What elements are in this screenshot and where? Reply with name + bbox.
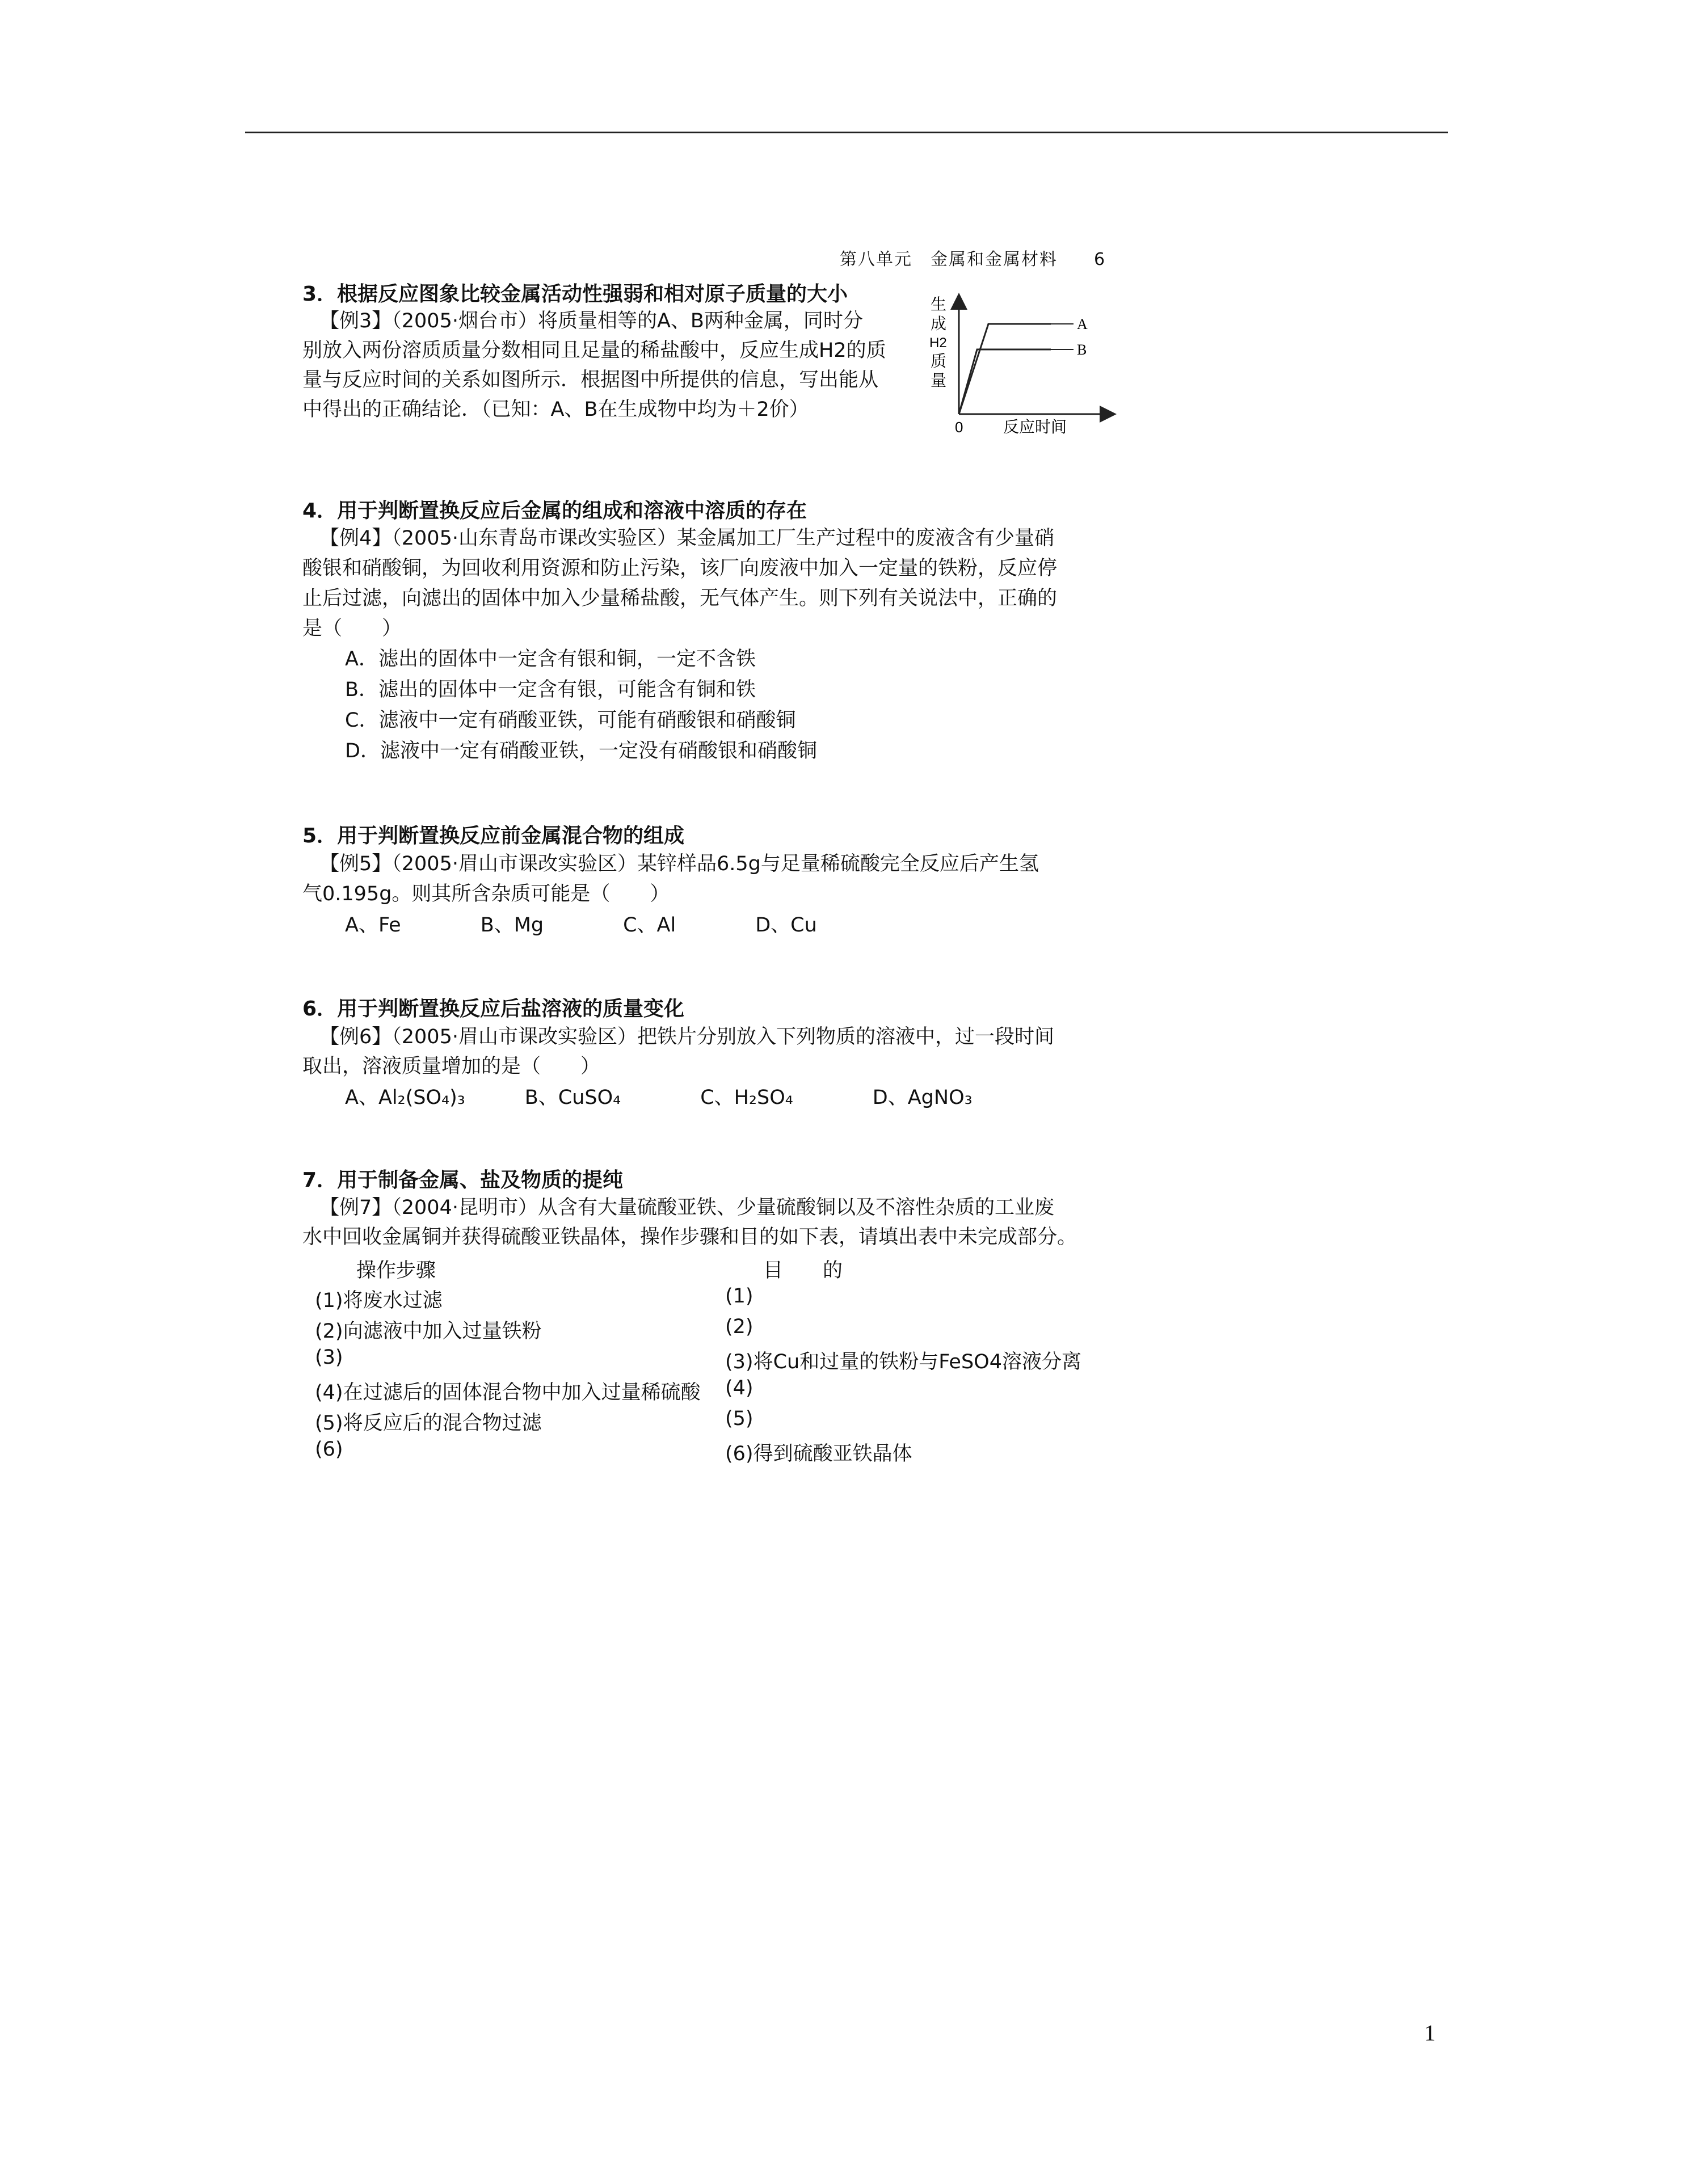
section-5-title: 5．用于判断置换反应前金属混合物的组成 — [302, 824, 685, 848]
unit-header: 第八单元 金属和金属材料 6 — [840, 250, 1106, 269]
s3-line-2: 别放入两份溶质质量分数相同且足量的稀盐酸中，反应生成H2的质 — [302, 339, 886, 362]
x-axis-label: 反应时间 — [1003, 418, 1067, 436]
series-a-label: A — [1077, 316, 1088, 332]
s4-line-1: 【例4】（2005·山东青岛市课改实验区）某金属加工厂生产过程中的废液含有少量硝 — [319, 527, 1054, 550]
reaction-graph — [925, 288, 1121, 436]
s3-line-1: 【例3】（2005·烟台市）将质量相等的A、B两种金属，同时分 — [319, 310, 863, 332]
section-7-title: 7．用于制备金属、盐及物质的提纯 — [302, 1169, 624, 1192]
section-6-title: 6．用于判断置换反应后盐溶液的质量变化 — [302, 997, 685, 1021]
series-b-label: B — [1077, 341, 1087, 358]
y-axis-label-3: H2 — [929, 335, 947, 351]
series-b-line — [959, 349, 1051, 414]
table-row-1-step: (1)将废水过滤 — [315, 1289, 443, 1312]
table-row-1-purpose: (1) — [725, 1285, 754, 1308]
s7-line-2: 水中回收金属铜并获得硫酸亚铁晶体，操作步骤和目的如下表，请填出表中未完成部分。 — [302, 1226, 1077, 1249]
s6-line-2: 取出，溶液质量增加的是（ ） — [302, 1055, 601, 1078]
table-row-2-step: (2)向滤液中加入过量铁粉 — [315, 1320, 542, 1343]
s4-line-3: 止后过滤，向滤出的固体中加入少量稀盐酸，无气体产生。则下列有关说法中，正确的 — [302, 587, 1058, 610]
s4-option-b: B．滤出的固体中一定含有银，可能含有铜和铁 — [345, 678, 756, 701]
s4-option-d: D．滤液中一定有硝酸亚铁，一定没有硝酸银和硝酸铜 — [345, 740, 817, 762]
section-4-title: 4．用于判断置换反应后金属的组成和溶液中溶质的存在 — [302, 499, 807, 522]
header-rule — [245, 132, 1448, 133]
origin-label: 0 — [955, 419, 963, 436]
s7-line-1: 【例7】（2004·昆明市）从含有大量硫酸亚铁、少量硫酸铜以及不溶性杂质的工业废 — [319, 1196, 1054, 1219]
s3-line-3: 量与反应时间的关系如图所示．根据图中所提供的信息，写出能从 — [302, 369, 879, 391]
table-row-2-purpose: (2) — [725, 1316, 754, 1338]
s5-line-1: 【例5】（2005·眉山市课改实验区）某锌样品6.5g与足量稀硫酸完全反应后产生氢 — [319, 853, 1039, 875]
table-row-5-purpose: (5) — [725, 1407, 754, 1430]
table-row-4-step: (4)在过滤后的固体混合物中加入过量稀硫酸 — [315, 1381, 701, 1404]
y-axis-label-1: 生 — [931, 295, 947, 314]
s4-option-a: A．滤出的固体中一定含有银和铜，一定不含铁 — [345, 648, 756, 671]
y-axis-label-5: 量 — [931, 371, 947, 390]
s6-line-1: 【例6】（2005·眉山市课改实验区）把铁片分别放入下列物质的溶液中，过一段时间 — [319, 1026, 1054, 1048]
s4-line-2: 酸银和硝酸铜，为回收利用资源和防止污染，该厂向废液中加入一定量的铁粉，反应停 — [302, 557, 1058, 580]
y-axis-label-4: 质 — [931, 352, 947, 370]
table-head-steps: 操作步骤 — [356, 1259, 436, 1282]
table-row-6-purpose: (6)得到硫酸亚铁晶体 — [725, 1443, 912, 1465]
y-axis-label-2: 成 — [931, 314, 947, 333]
s4-line-4: 是（ ） — [302, 617, 402, 640]
table-row-3-step: (3) — [315, 1346, 343, 1369]
s5-line-2: 气0.195g。则其所含杂质可能是（ ） — [302, 883, 670, 905]
table-head-purpose: 目 的 — [763, 1259, 843, 1282]
table-row-6-step: (6) — [315, 1438, 343, 1461]
series-a-line — [959, 324, 1051, 414]
table-row-3-purpose: (3)将Cu和过量的铁粉与FeSO4溶液分离 — [725, 1351, 1081, 1373]
s3-line-4: 中得出的正确结论．（已知：A、B在生成物中均为＋2价） — [302, 398, 809, 421]
s6-options: A、Al₂(SO₄)₃ B、CuSO₄ C、H₂SO₄ D、AgNO₃ — [345, 1086, 973, 1109]
page-number: 1 — [1424, 2020, 1436, 2046]
table-row-4-purpose: (4) — [725, 1377, 754, 1399]
section-3-title: 3．根据反应图象比较金属活动性强弱和相对原子质量的大小 — [302, 283, 848, 306]
table-row-5-step: (5)将反应后的混合物过滤 — [315, 1412, 542, 1435]
s5-options: A、Fe B、Mg C、Al D、Cu — [345, 914, 817, 937]
s4-option-c: C．滤液中一定有硝酸亚铁，可能有硝酸银和硝酸铜 — [345, 709, 796, 732]
